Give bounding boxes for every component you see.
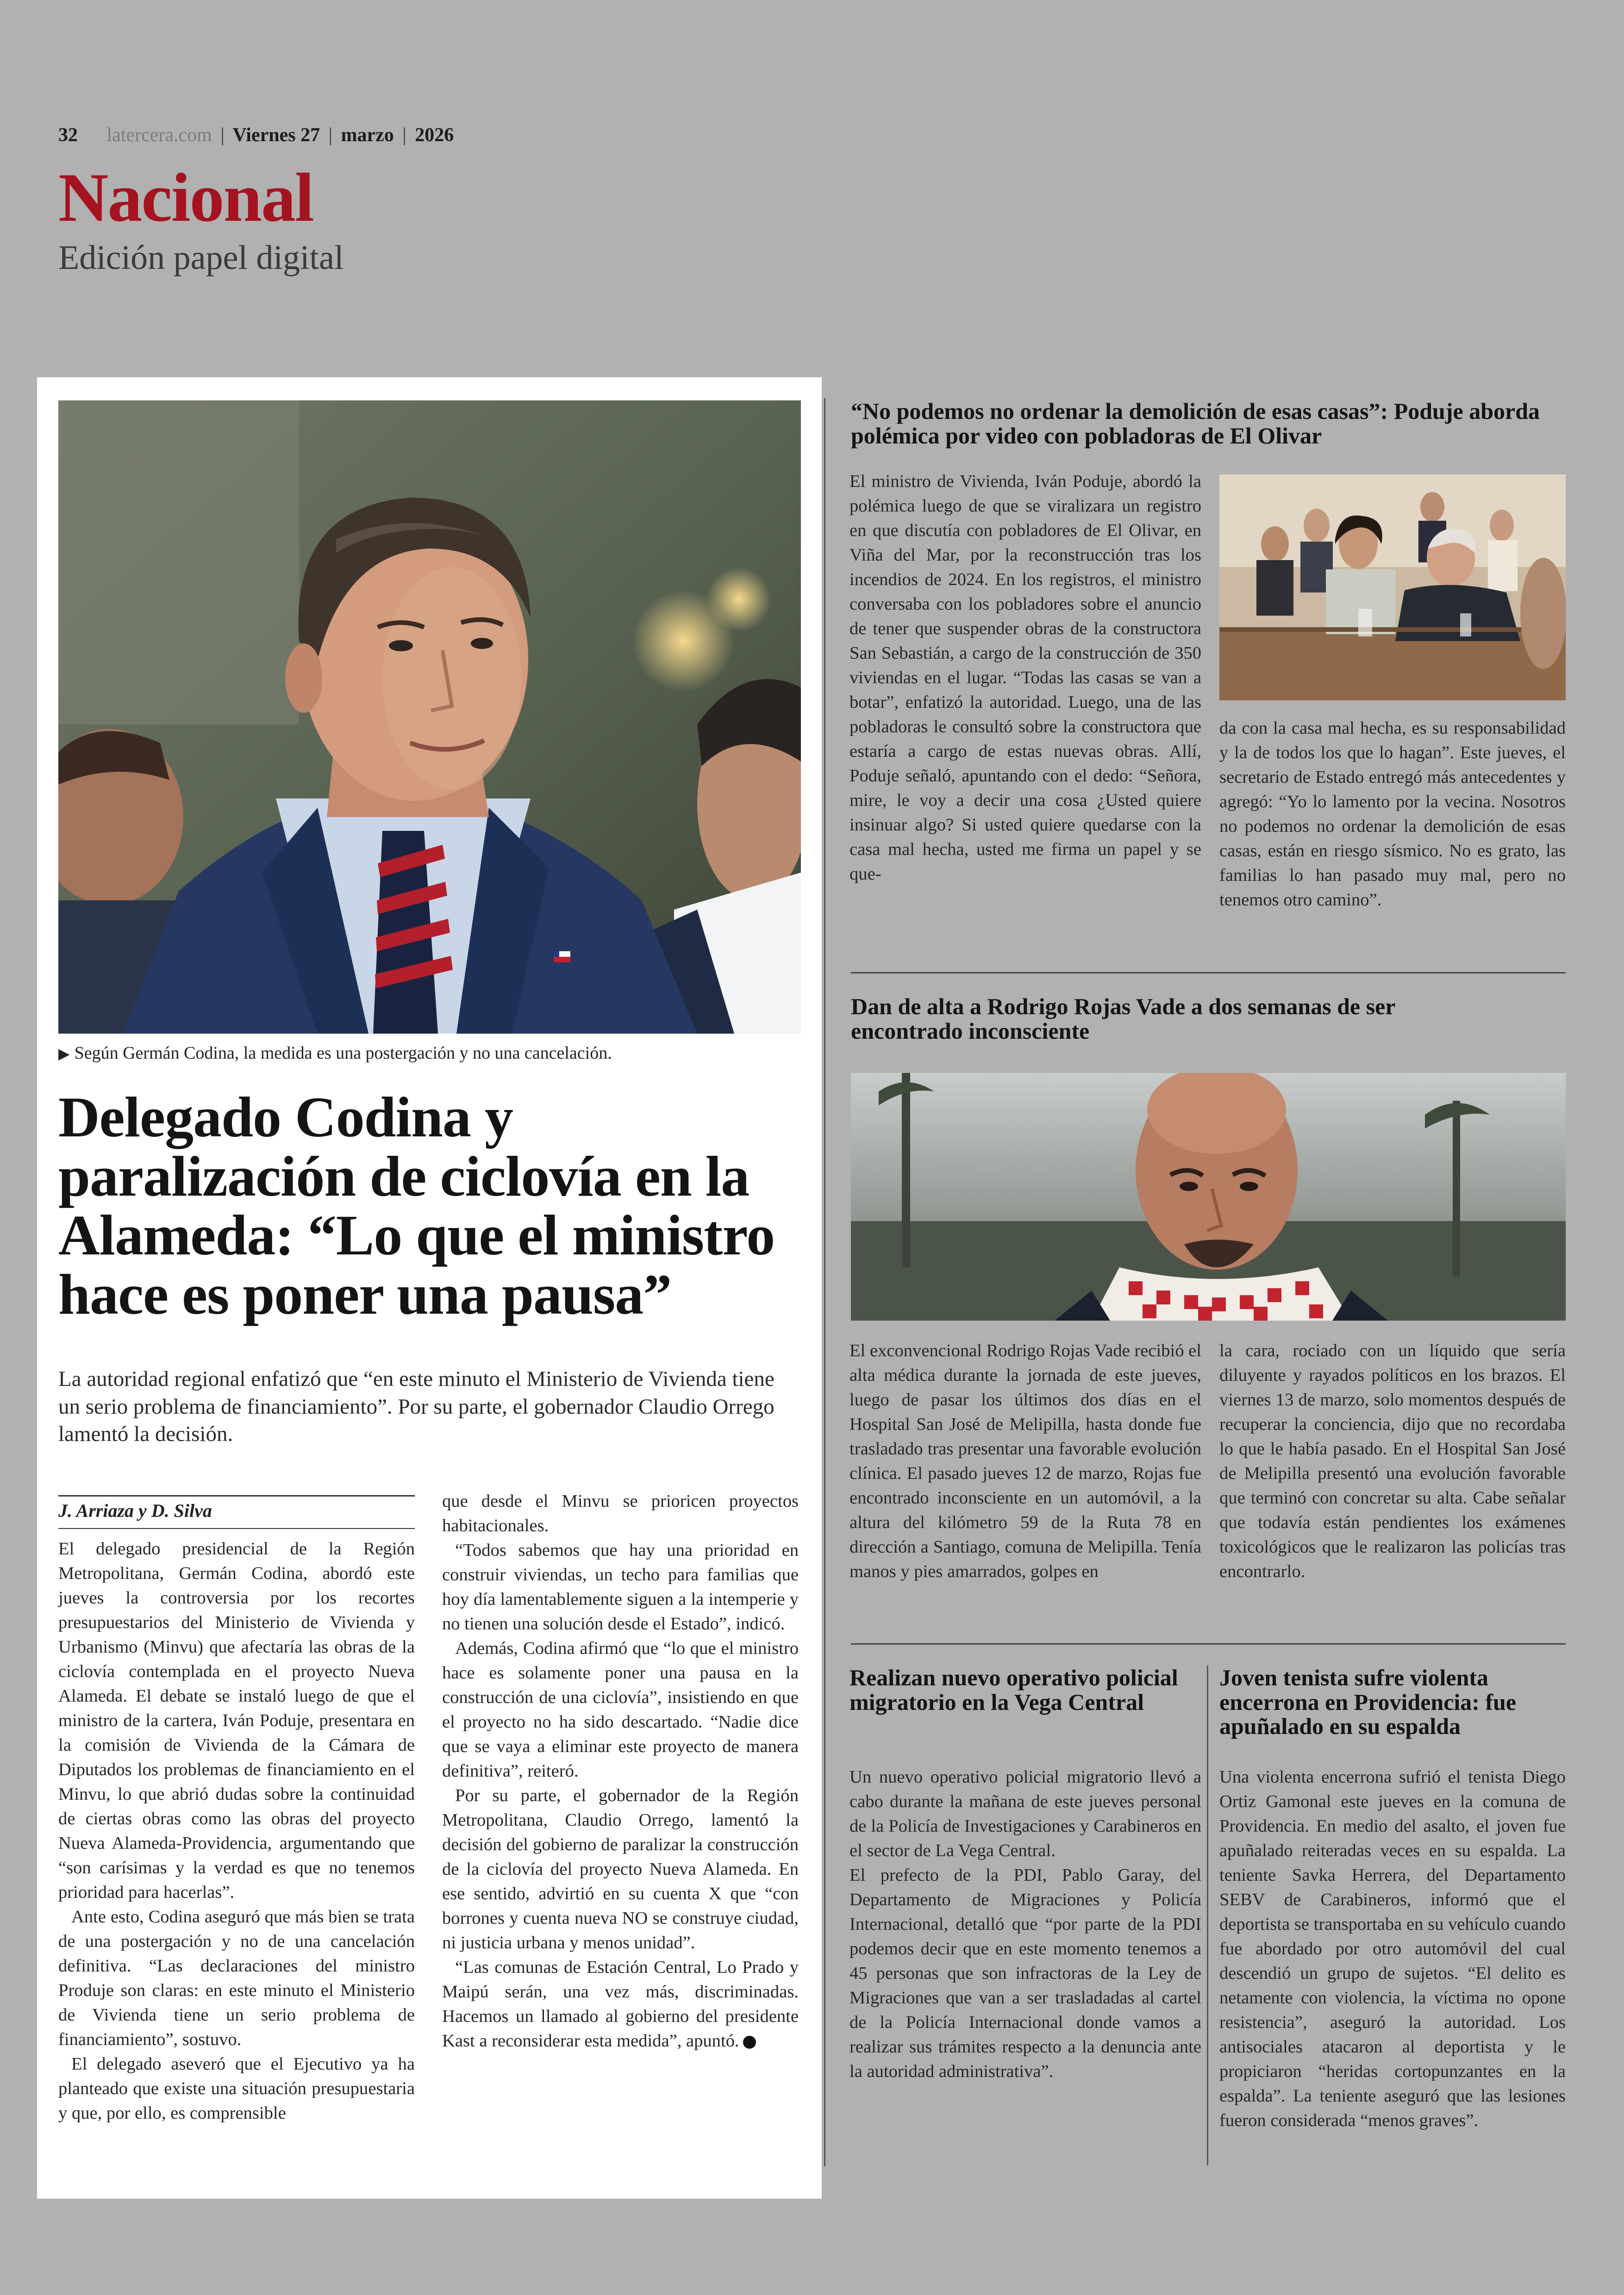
main-standfirst: La autoridad regional enfatizó que “en este minuto el Ministerio de Vivienda tiene un serio problema de financiamiento”. Por su parte, el gobernador Claudio Orrego lamentó la decisión. bbox=[58, 1367, 775, 1447]
body-paragraph: Por su parte, el gobernador de la Región Metropolitana, Claudio Orrego, lamentó la decisión del gobierno de paralizar la construcción de la ciclovía del proyecto Nueva Alameda. En ese sentido, advirtió en su cuenta X que “con borrones y cuenta nueva NO se construye ciudad, ni justicia urbana y menos unidad”. bbox=[442, 1786, 799, 1952]
section-rule bbox=[851, 1643, 1566, 1645]
section-title: Nacional bbox=[58, 159, 313, 236]
issue-year: 2026 bbox=[415, 125, 454, 146]
body-paragraph: El ministro de Vivienda, Iván Poduje, abordó la polémica luego de que se viralizara un registro en que discutía con pobladores de El Olivar, en Viña del Mar, por la reconstrucción tras los incendios de 2024. En los registros, el ministro conversaba con los pobladores sobre el anuncio de tener que suspender obras de la constructora San Sebastián, a cargo de la construcción de 350 viviendas en el lugar. “Todas las casas se van a botar”, enfatizó la autoridad. Luego, una de las pobladoras le consultó sobre la constructora que estaría a cargo de estas nuevas obras. Allí, Poduje señaló, apuntando con el dedo: “Señora, mire, le voy a decir una cosa ¿Usted quiere insinuar algo? Si usted quiere quedarse con la casa mal hecha, usted me firma un papel y se que- bbox=[849, 472, 1201, 884]
tenista-body bbox=[1219, 1765, 1566, 2133]
body-paragraph: El exconvencional Rodrigo Rojas Vade recibió el alta médica durante la jornada de este jueves, luego de pasar los últimos dos días en el Hospital San José de Melipilla, hasta donde fue trasladado tras presentar una favorable evolución clínica. El pasado jueves 12 de marzo, Rojas fue encontrado inconsciente en un automóvil, a la altura del kilómetro 59 de la Ruta 78 en dirección a Santiago, comuna de Melipilla. Tenía manos y pies amarrados, golpes en bbox=[849, 1341, 1201, 1581]
body-paragraph: Un nuevo operativo policial migratorio llevó a cabo durante la mañana de este jueves personal de la Policía de Investigaciones y Carabineros en el sector de La Vega Central. bbox=[849, 1767, 1201, 1860]
body-paragraph: “Las comunas de Estación Central, Lo Prado y Maipú serán, una vez más, discriminadas. Hacemos un llamado al gobierno del presidente Kast a reconsiderar esta medida”, apuntó. bbox=[442, 1958, 799, 2051]
poduje-body-column-2 bbox=[1219, 716, 1566, 912]
end-of-article-icon bbox=[743, 2036, 756, 2049]
rojas-headline[interactable]: Dan de alta a Rodrigo Rojas Vade a dos semanas de ser encontrado inconsciente bbox=[851, 993, 1395, 1044]
issue-day: Viernes 27 bbox=[232, 125, 320, 146]
main-body-column-1 bbox=[58, 1537, 415, 2126]
poduje-headline[interactable]: “No podemos no ordenar la demolición de esas casas”: Poduje aborda polémica por video con pobladoras de El Olivar bbox=[851, 398, 1540, 449]
body-paragraph: Una violenta encerrona sufrió el tenista Diego Ortiz Gamonal este jueves en la comuna de Providencia. En medio del asalto, el joven fue apuñalado reiteradas veces en su espalda. La teniente Savka Herrera, del Departamento SEBV de Carabineros, informó que el deportista se transportaba en su vehículo cuando fue abordado por otro automóvil del cual descendió un grupo de sujetos. “El delito es netamente con violencia, la víctima no opone resistencia”, aseguró la autoridad. Los antisociales atacaron al deportista y le propiciaron “heridas cortopunzantes en la espalda”. La teniente aseguró que las lesiones fueron considerada “menos graves”. bbox=[1219, 1767, 1566, 2130]
body-paragraph: El delegado presidencial de la Región Metropolitana, Germán Codina, abordó este jueves la controversia por los recortes presupuestarios del Ministerio de Vivienda y Urbanismo (Minvu) que afectaría las obras de la ciclovía contemplada en el proyecto Nueva Alameda. El debate se instaló luego de que el ministro de la cartera, Iván Poduje, presentara en la comisión de Vivienda de la Cámara de Diputados los problemas de financiamiento en el Minvu, lo que abrió dudas sobre la continuidad de ciertas obras como las obras del proyecto Nueva Alameda-Providencia, argumentando que “son carísimas y la verdad es que no tenemos prioridad para hacerlas”. bbox=[58, 1539, 415, 1902]
byline-rule bbox=[58, 1495, 415, 1497]
column-divider bbox=[824, 398, 825, 2166]
photo-caption bbox=[58, 1043, 612, 1063]
vega-body bbox=[849, 1765, 1201, 2084]
body-paragraph: da con la casa mal hecha, es su responsabilidad y la de todos los que lo hagan”. Este jueves, el secretario de Estado entregó más antecedentes y agregó: “Yo lo lamento por la vecina. Nosotros no podemos no ordenar la demolición de esas casas, están en riesgo sísmico. No es grato, las familias lo han pasado muy mal, pero no tenemos otro camino”. bbox=[1219, 718, 1566, 910]
rojas-vade-photo[interactable] bbox=[851, 1073, 1566, 1321]
edition-subtitle: Edición papel digital bbox=[58, 239, 344, 277]
body-paragraph: El delegado aseveró que el Ejecutivo ya ha planteado que existe una situación presupuestaria y que, por ello, es comprensible bbox=[58, 2054, 415, 2123]
section-rule bbox=[851, 972, 1566, 973]
rojas-body-column-1 bbox=[849, 1339, 1201, 1584]
body-paragraph: Ante esto, Codina aseguró que más bien se trata de una postergación y no de una cancelación definitiva. “Las declaraciones del ministro Produje son claras: en este minuto el Ministerio de Vivienda tiene un serio problema de financiamiento”, sostuvo. bbox=[58, 1907, 415, 2049]
vega-headline[interactable]: Realizan nuevo operativo policial migratorio en la Vega Central bbox=[849, 1665, 1178, 1715]
rojas-body-column-2 bbox=[1219, 1339, 1566, 1584]
body-paragraph: El prefecto de la PDI, Pablo Garay, del Departamento de Migraciones y Policía Internacional, detalló que “por parte de la PDI podemos decir que en este momento tenemos a 45 personas que son infractoras de la Ley de Migraciones que van a ser trasladadas al cartel de la Policía Internacional donde vamos a realizar sus trámites respecto a la denuncia ante la autoridad administrativa”. bbox=[849, 1865, 1201, 2081]
column-divider bbox=[1207, 1665, 1208, 2165]
poduje-body-column-1 bbox=[849, 469, 1201, 886]
site-name[interactable]: latercera.com bbox=[106, 125, 212, 146]
body-paragraph: la cara, rociado con un líquido que sería diluyente y rayados políticos en los brazos. El viernes 13 de marzo, solo momentos después de recuperar la conciencia, dijo que no recordaba lo que le había pasado. En el Hospital San José de Melipilla presentó una evolución favorable que terminó con concretar su alta. Cabe señalar que todavía están pendientes los exámenes toxicológicos que le realizaron las policías tras encontrarlo. bbox=[1219, 1341, 1566, 1581]
poduje-commission-photo[interactable] bbox=[1219, 474, 1566, 700]
body-paragraph: que desde el Minvu se prioricen proyectos habitacionales. bbox=[442, 1491, 799, 1535]
tenista-headline[interactable]: Joven tenista sufre violenta encerrona en Providencia: fue apuñalado en su espalda bbox=[1219, 1665, 1517, 1739]
page-folio: 32 latercera.com | Viernes 27 | marzo | 2026 bbox=[58, 125, 454, 146]
body-paragraph: Además, Codina afirmó que “lo que el ministro hace es solamente poner una pausa en la construcción de una ciclovía”, insistiendo en que el proyecto no ha sido descartado. “Nadie dice que se vaya a eliminar este proyecto de manera definitiva”, reiteró. bbox=[442, 1639, 799, 1781]
main-body-column-2 bbox=[442, 1489, 799, 2053]
page-number: 32 bbox=[58, 125, 78, 146]
body-paragraph: “Todos sabemos que hay una prioridad en construir viviendas, un techo para familias que hoy día lamentablemente siguen a la intemperie y no tienen una solución desde el Estado”, indicó. bbox=[442, 1540, 799, 1634]
codina-portrait-photo[interactable] bbox=[58, 400, 801, 1034]
byline: J. Arriaza y D. Silva bbox=[58, 1500, 415, 1529]
main-article bbox=[37, 377, 822, 2199]
caption-text: Según Germán Codina, la medida es una postergación y no una cancelación. bbox=[74, 1043, 612, 1063]
issue-month: marzo bbox=[341, 125, 394, 146]
caption-arrow-icon: ▶ bbox=[58, 1045, 70, 1062]
main-headline[interactable]: Delegado Codina y paralización de ciclovía en la Alameda: “Lo que el ministro hace es poner una pausa” bbox=[58, 1085, 775, 1327]
